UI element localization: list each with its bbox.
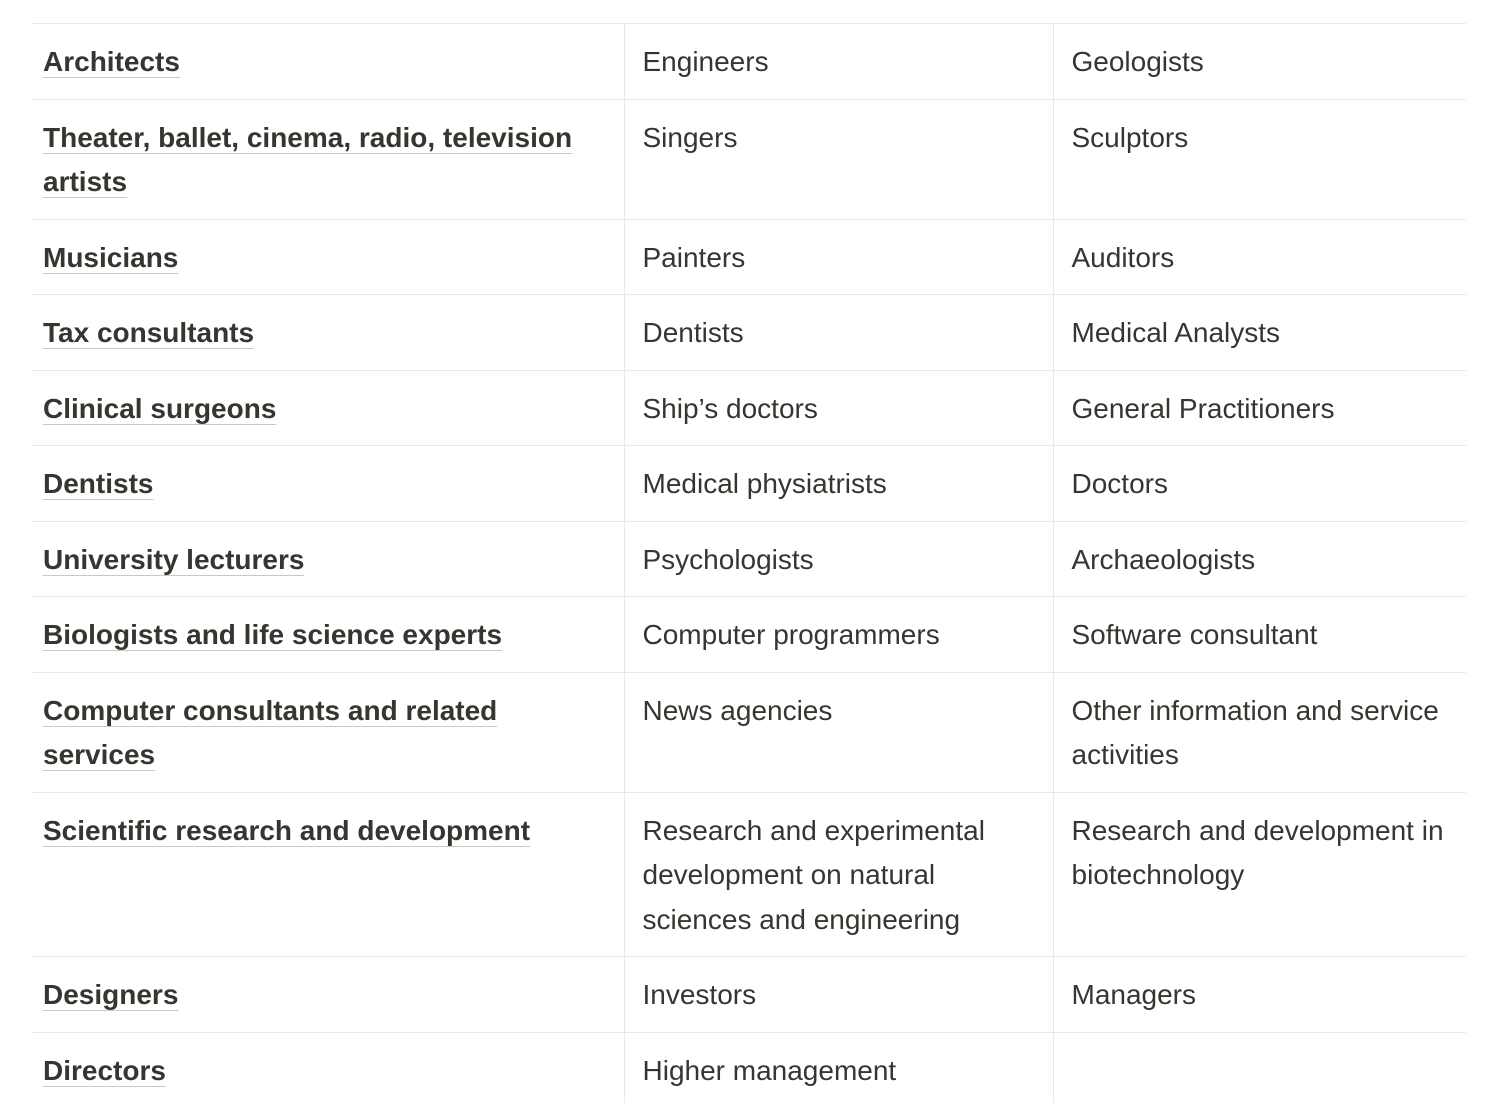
- table-row: [32, 295, 1466, 371]
- key-link[interactable]: Computer consultants and related services: [43, 694, 498, 770]
- professions-table: [32, 23, 1466, 1103]
- table-row: [32, 521, 1466, 597]
- table-cell-key: [32, 219, 624, 295]
- table-cell-key: [32, 370, 624, 446]
- key-link[interactable]: Scientific research and development: [43, 814, 531, 846]
- table-row: [32, 792, 1466, 957]
- table-cell: Painters: [624, 219, 1053, 295]
- table-cell: Computer programmers: [624, 597, 1053, 673]
- table-cell: Psychologists: [624, 521, 1053, 597]
- table-row: [32, 597, 1466, 673]
- table-row: [32, 99, 1466, 219]
- table-cell: Singers: [624, 99, 1053, 219]
- table-cell: Doctors: [1071, 468, 1168, 499]
- table-row: [32, 672, 1466, 792]
- table-cell: Medical physiatrists: [624, 446, 1053, 522]
- key-link[interactable]: Theater, ballet, cinema, radio, television artists: [43, 121, 573, 197]
- table-cell: Software consultant: [1071, 619, 1318, 650]
- table-cell: Investors: [624, 957, 1053, 1033]
- table-row: [32, 219, 1466, 295]
- table-row: [32, 446, 1466, 522]
- table-cell: Engineers: [624, 24, 1053, 100]
- table-cell: Research and experimental development on natural sciences and engineering: [624, 792, 1053, 957]
- table-cell-key: [32, 99, 624, 219]
- key-link[interactable]: Musicians: [43, 241, 179, 273]
- table-cell: Auditors: [1071, 241, 1175, 273]
- key-link[interactable]: University lecturers: [43, 543, 305, 575]
- table-cell-key: [32, 792, 624, 957]
- key-link[interactable]: Tax consultants: [43, 317, 255, 348]
- table-cell-key: [32, 446, 624, 522]
- table-cell-key: [32, 24, 624, 100]
- table-cell-key: [32, 672, 624, 792]
- table-row: [32, 957, 1466, 1033]
- table-cell-key: [32, 957, 624, 1033]
- table-cell: Medical Analysts: [1071, 317, 1281, 348]
- table-cell: Geologists: [1071, 46, 1204, 77]
- key-link[interactable]: Architects: [43, 46, 180, 77]
- table-cell: Sculptors: [1071, 121, 1189, 153]
- table-cell-key: [32, 597, 624, 673]
- table-cell-key: [32, 295, 624, 371]
- table-cell-key: [32, 521, 624, 597]
- table-cell: Higher management: [624, 1032, 1053, 1103]
- key-link[interactable]: Dentists: [43, 468, 154, 499]
- key-link[interactable]: Directors: [43, 1054, 166, 1086]
- table-cell-empty: [1053, 1032, 1466, 1103]
- key-link[interactable]: Designers: [43, 979, 179, 1010]
- table-cell: Archaeologists: [1071, 543, 1256, 575]
- table-cell: General Practitioners: [1071, 392, 1335, 424]
- table-cell: Dentists: [624, 295, 1053, 371]
- table-cell: News agencies: [624, 672, 1053, 792]
- key-link[interactable]: Biologists and life science experts: [43, 619, 503, 650]
- professions-table-container: [32, 23, 1466, 1103]
- table-row: [32, 24, 1466, 100]
- table-row: [32, 370, 1466, 446]
- key-link[interactable]: Clinical surgeons: [43, 392, 277, 424]
- table-row: [32, 1032, 1466, 1103]
- table-cell: Managers: [1071, 979, 1197, 1010]
- table-cell: Ship’s doctors: [624, 370, 1053, 446]
- table-cell: Other information and service activities: [1071, 694, 1439, 770]
- table-cell-key: [32, 1032, 624, 1103]
- table-cell: Research and development in biotechnology: [1071, 814, 1444, 890]
